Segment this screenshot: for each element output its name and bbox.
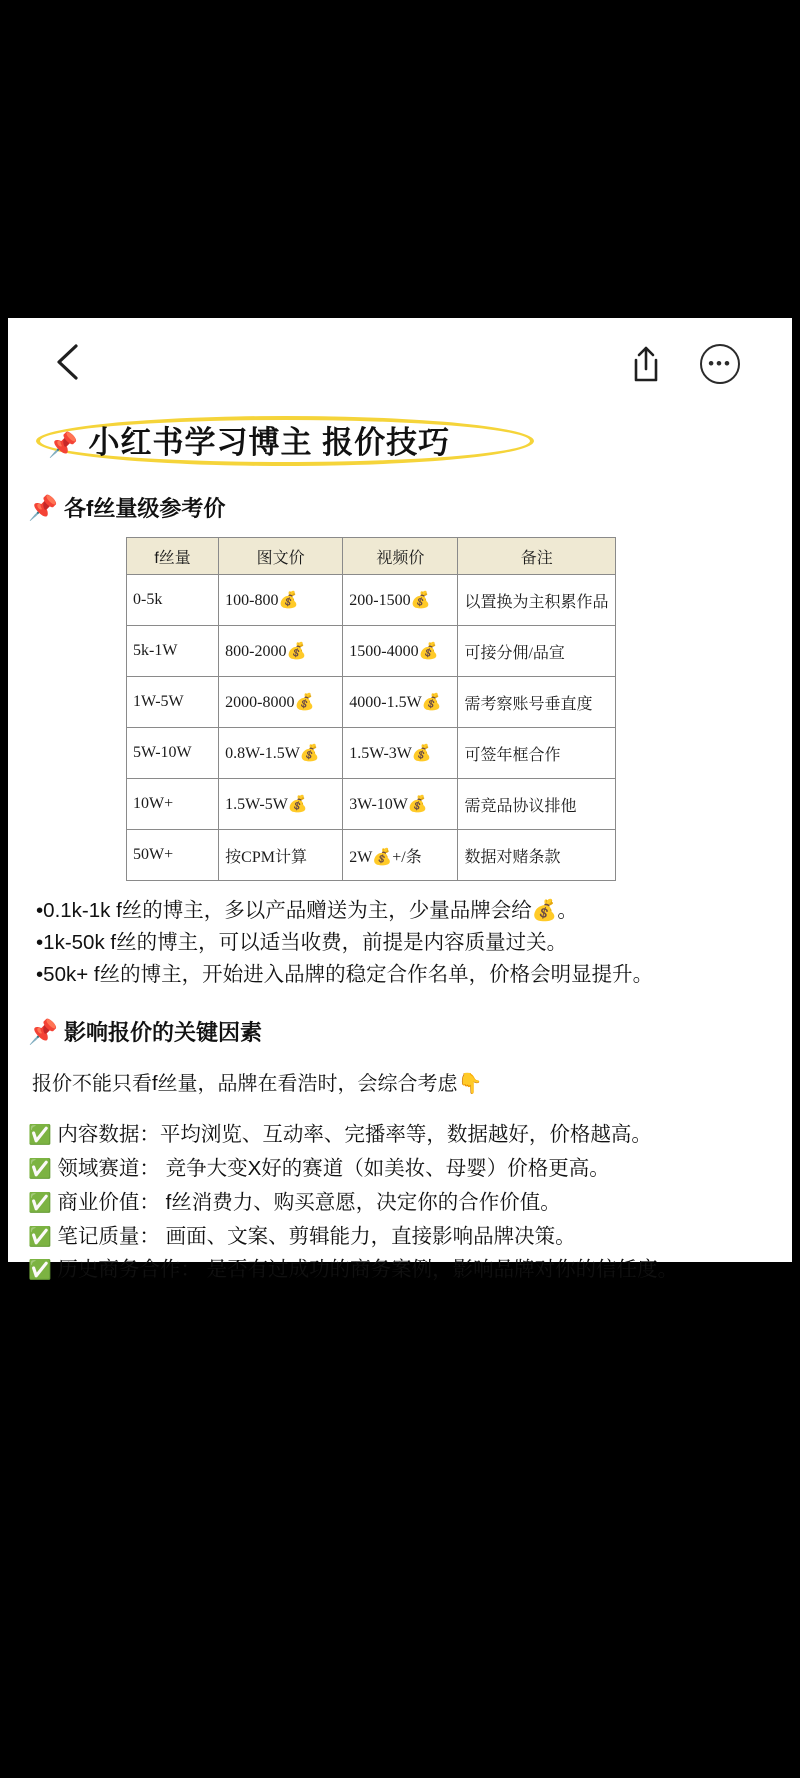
table-cell: 1.5W-3W💰 xyxy=(343,728,458,779)
table-cell: 1.5W-5W💰 xyxy=(219,779,343,830)
table-cell: 按CPM计算 xyxy=(219,830,343,881)
more-options-icon[interactable] xyxy=(700,344,740,384)
table-cell: 200-1500💰 xyxy=(343,575,458,626)
pushpin-icon-1: 📌 xyxy=(28,495,58,522)
pushpin-icon-2: 📌 xyxy=(28,1019,58,1047)
checklist-item xyxy=(28,1186,792,1220)
table-cell: 800-2000💰 xyxy=(219,626,343,677)
top-bar xyxy=(8,318,792,402)
price-table xyxy=(126,537,616,881)
chevron-left-icon[interactable] xyxy=(52,340,86,384)
table-cell: 2W💰+/条 xyxy=(343,830,458,881)
checklist xyxy=(28,1118,792,1287)
table-cell: 2000-8000💰 xyxy=(219,677,343,728)
table-header-cell: f丝量 xyxy=(127,538,219,575)
pushpin-icon: 📌 xyxy=(48,432,79,459)
check-icon: ✅ xyxy=(28,1260,52,1282)
table-header-cell: 备注 xyxy=(458,538,616,575)
bullet-item: •1k-50k f丝的博主，可以适当收费，前提是内容质量过关。 xyxy=(36,930,568,954)
table-cell: 10W+ xyxy=(127,779,219,830)
checklist-item xyxy=(28,1152,792,1186)
section2-label: 影响报价的关键因素 xyxy=(64,1020,263,1046)
title-label: 小红书学习博主 报价技巧 xyxy=(88,425,451,460)
title-text-row xyxy=(48,417,450,462)
table-row xyxy=(127,830,616,881)
table-cell: 1W-5W xyxy=(127,677,219,728)
table-cell: 1500-4000💰 xyxy=(343,626,458,677)
note-card xyxy=(8,318,792,1282)
table-cell: 100-800💰 xyxy=(219,575,343,626)
page-title xyxy=(30,414,550,470)
table-row xyxy=(127,728,616,779)
bullet-list xyxy=(36,895,792,990)
table-row xyxy=(127,677,616,728)
table-cell: 5k-1W xyxy=(127,626,219,677)
checklist-item xyxy=(28,1253,792,1287)
table-header-cell: 视频价 xyxy=(343,538,458,575)
check-icon: ✅ xyxy=(28,1226,52,1248)
table-cell: 0-5k xyxy=(127,575,219,626)
check-icon: ✅ xyxy=(28,1192,52,1214)
table-cell: 50W+ xyxy=(127,830,219,881)
checklist-item xyxy=(28,1118,792,1152)
bullet-item: •50k+ f丝的博主，开始进入品牌的稳定合作名单，价格会明显提升。 xyxy=(36,962,654,986)
table-cell: 3W-10W💰 xyxy=(343,779,458,830)
table-cell: 0.8W-1.5W💰 xyxy=(219,728,343,779)
more-dots: ••• xyxy=(708,354,732,373)
table-row xyxy=(127,626,616,677)
checklist-item xyxy=(28,1220,792,1254)
checklist-item-label: 内容数据：平均浏览、互动率、完播率等，数据越好，价格越高。 xyxy=(57,1123,652,1147)
table-header-cell: 图文价 xyxy=(219,538,343,575)
table-cell: 可接分佣/品宣 xyxy=(458,626,616,677)
table-cell: 需竞品协议排他 xyxy=(458,779,616,830)
intro-paragraph: 报价不能只看f丝量，品牌在看浩时，会综合考虑👇 xyxy=(32,1073,483,1096)
section-heading-factors xyxy=(28,1016,792,1047)
section1-label: 各f丝量级参考价 xyxy=(64,496,226,521)
check-icon: ✅ xyxy=(28,1159,52,1181)
table-cell: 以置换为主积累作品 xyxy=(458,575,616,626)
table-row xyxy=(127,575,616,626)
checklist-item-label: 领域赛道： 竞争大变X好的赛道（如美妆、母婴）价格更高。 xyxy=(57,1157,610,1181)
checklist-item-label: 笔记质量： 画面、文案、剪辑能力，直接影响品牌决策。 xyxy=(57,1224,576,1248)
bullet-item: •0.1k-1k f丝的博主，多以产品赠送为主，少量品牌会给💰。 xyxy=(36,899,578,922)
check-icon: ✅ xyxy=(28,1125,52,1147)
table-cell: 5W-10W xyxy=(127,728,219,779)
table-row xyxy=(127,779,616,830)
table-cell: 需考察账号垂直度 xyxy=(458,677,616,728)
checklist-item-label: 历史商务合作： 是否有过成功的商务案例，影响品牌对你的信任度。 xyxy=(57,1258,679,1282)
share-icon[interactable] xyxy=(626,342,666,386)
table-cell: 数据对赌条款 xyxy=(458,830,616,881)
table-header-row xyxy=(127,538,616,575)
section-heading-pricing xyxy=(28,492,792,523)
checklist-item-label: 商业价值： f丝消费力、购买意愿，决定你的合作价值。 xyxy=(57,1190,561,1214)
table-cell: 可签年框合作 xyxy=(458,728,616,779)
table-cell: 4000-1.5W💰 xyxy=(343,677,458,728)
